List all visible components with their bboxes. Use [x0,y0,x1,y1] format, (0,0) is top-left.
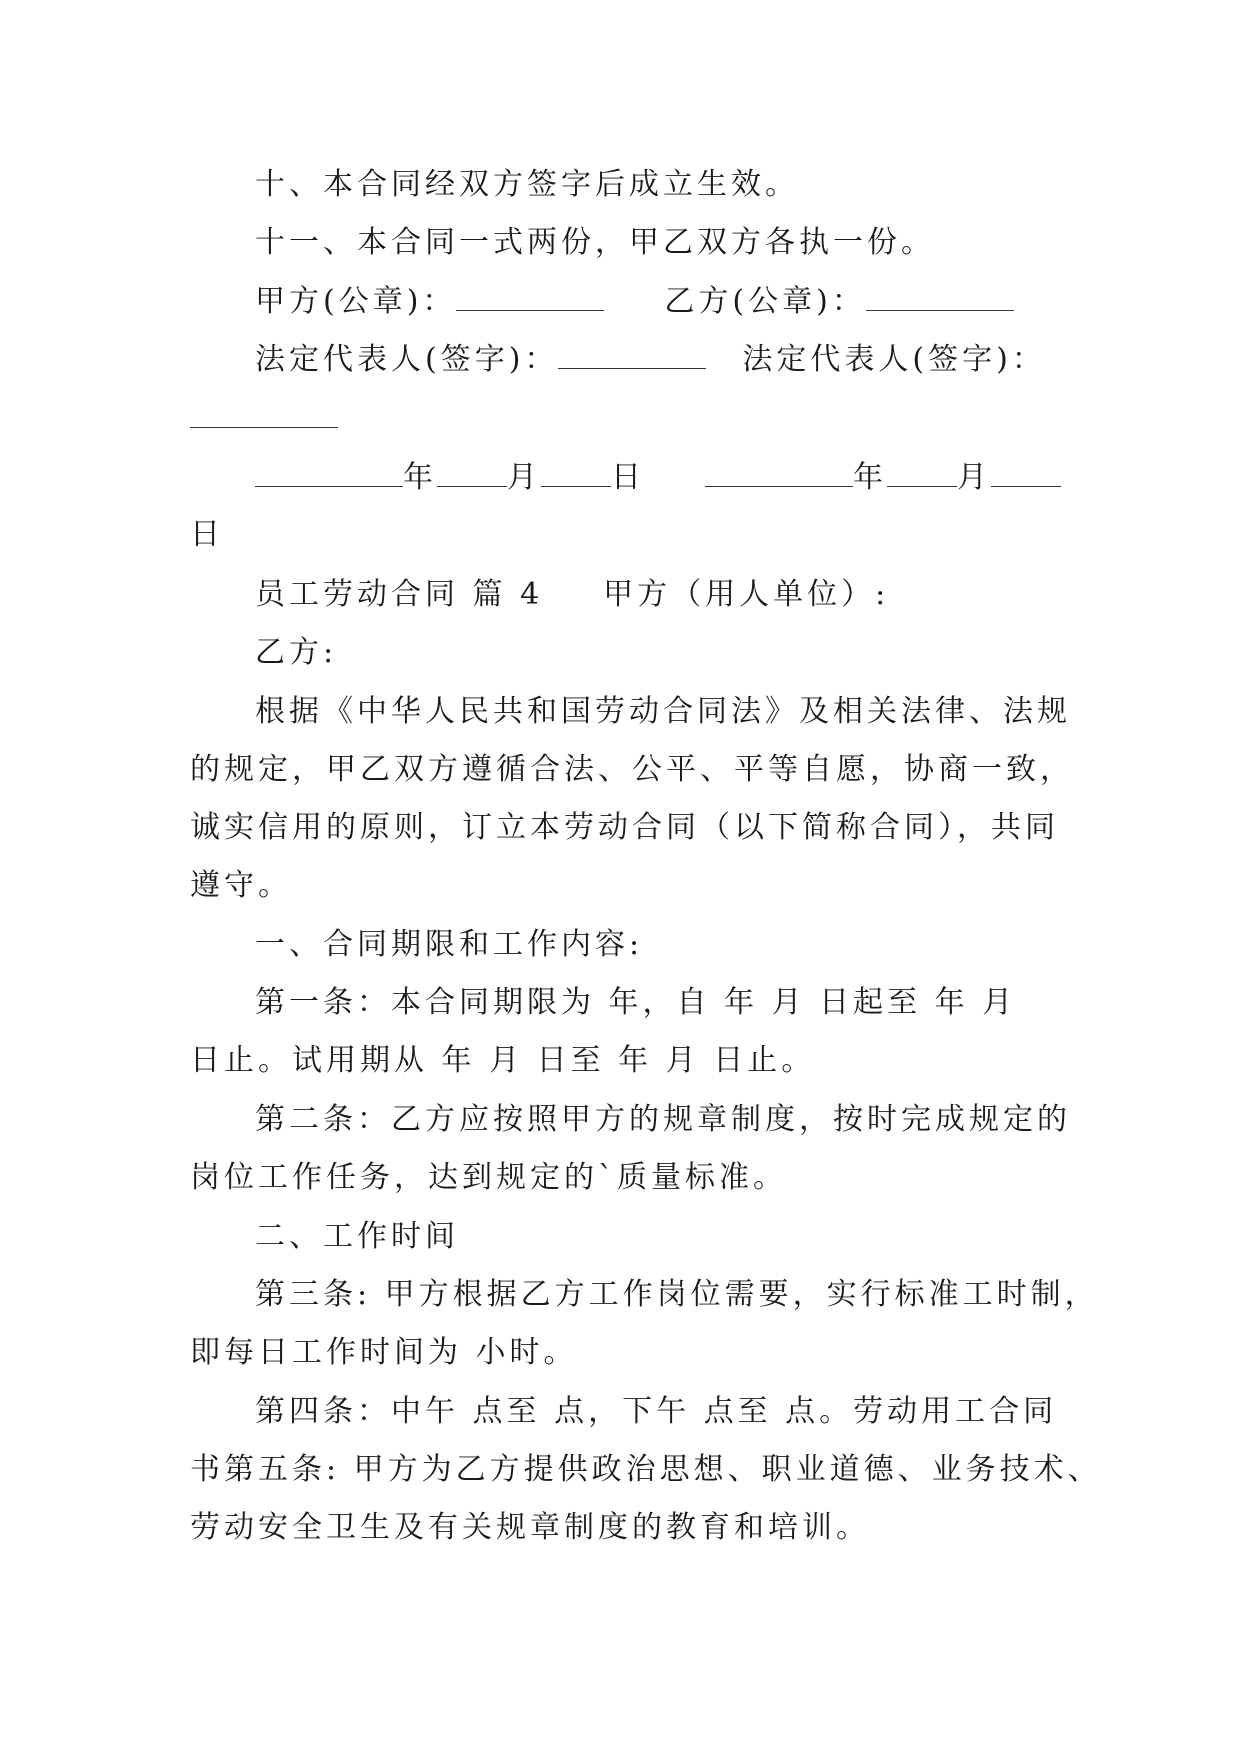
party-a-rep-label: 法定代表人(签字)： [255,342,559,377]
party-b-label: 乙方: [255,635,338,670]
section-heading [255,575,1135,615]
party-a-year-blank [255,460,403,487]
party-b-day-blank [991,460,1061,487]
party-a-month-label: 月 [507,460,541,495]
article-5-line-1: 书第五条: 甲方为乙方提供政治思想、职业道德、业务技术、 [190,1452,1102,1487]
representative-line [255,340,1135,380]
article-2-line-1: 第二条：乙方应按照甲方的规章制度，按时完成规定的 [255,1102,1071,1137]
section-2-heading: 二、工作时间 [255,1219,459,1254]
party-b-rep-label: 法定代表人(签字)： [742,342,1046,377]
preamble-line-4: 遵守。 [190,868,292,903]
party-b-year-blank [705,460,853,487]
party-b-rep-blank [190,426,338,428]
article-1-line-2: 日止。试用期从 年 月 日至 年 月 日止。 [190,1043,816,1078]
article-3-line-1: 第三条: 甲方根据乙方工作岗位需要，实行标准工时制， [255,1277,1099,1312]
party-a-day-label: 日 [611,460,645,495]
party-a-seal-label: 甲方(公章)： [255,284,457,319]
article-5-line-2: 劳动安全卫生及有关规章制度的教育和培训。 [190,1510,870,1545]
preamble-line-3: 诚实信用的原则，订立本劳动合同（以下简称合同），共同 [190,810,1059,845]
article-3-line-2: 即每日工作时间为 小时。 [190,1335,578,1370]
party-b-seal-blank [866,284,1014,311]
party-b-seal-label: 乙方(公章)： [664,284,866,319]
article-2-line-2: 岗位工作任务，达到规定的`质量标准。 [190,1160,787,1195]
party-b-day-label: 日 [190,517,224,552]
seal-line [255,282,1135,322]
party-b-month-label: 月 [957,460,991,495]
party-a-seal-blank [456,284,604,311]
section-1-heading: 一、合同期限和工作内容: [255,927,644,962]
article-1-line-1: 第一条：本合同期限为 年，自 年 月 日起至 年 月 [255,985,1017,1020]
preamble-line-1: 根据《中华人民共和国劳动合同法》及相关法律、法规 [255,694,1071,729]
party-a-day-blank [541,460,611,487]
party-b-month-blank [887,460,957,487]
clause-11: 十一、本合同一式两份，甲乙双方各执一份。 [255,225,935,260]
party-a-employer-label: 甲方（用人单位）: [603,577,890,612]
preamble-line-2: 的规定，甲乙双方遵循合法、公平、平等自愿，协商一致， [190,752,1074,787]
clause-10: 十、本合同经双方签字后成立生效。 [255,167,799,202]
article-4-line-1: 第四条：中午 点至 点，下午 点至 点。劳动用工合同 [255,1394,1058,1429]
contract-title: 员工劳动合同 篇 4 [255,577,544,612]
party-b-year-label: 年 [853,460,887,495]
party-a-rep-blank [558,342,706,369]
date-line [255,458,1135,498]
party-a-month-blank [437,460,507,487]
party-a-year-label: 年 [403,460,437,495]
